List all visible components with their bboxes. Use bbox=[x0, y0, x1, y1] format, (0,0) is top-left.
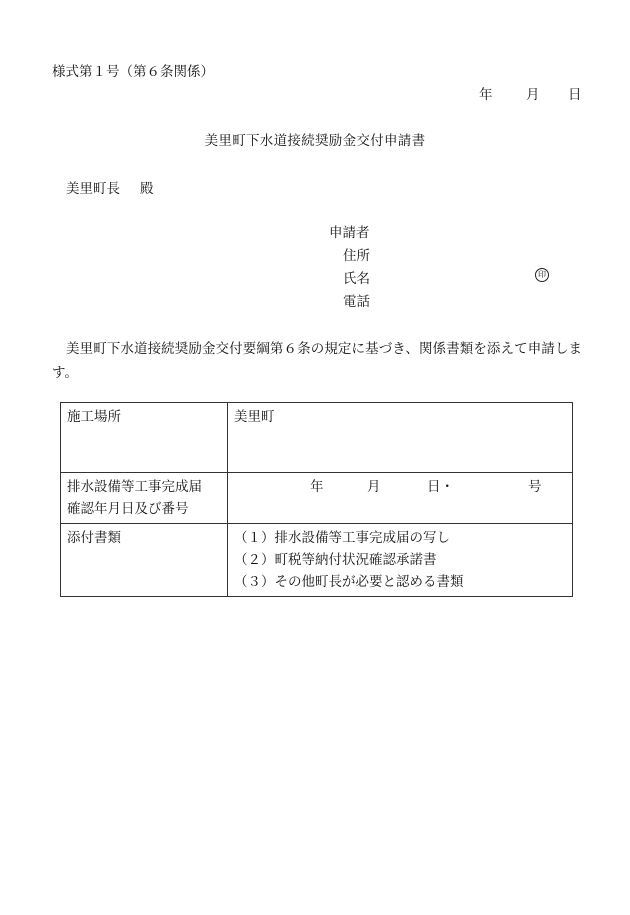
construction-site-label: 施工場所 bbox=[61, 403, 228, 473]
completion-month-label: 月 bbox=[367, 479, 381, 495]
completion-report-label-line1: 排水設備等工事完成届 bbox=[67, 479, 202, 495]
table-row-construction-site bbox=[61, 403, 573, 473]
body-text: 美里町下水道接続奨励金交付要綱第６条の規定に基づき、関係書類を添えて申請します。 bbox=[52, 341, 582, 381]
completion-report-label-line2: 確認年月日及び番号 bbox=[67, 501, 189, 517]
table-row-attachments bbox=[61, 524, 573, 597]
addressee-name: 美里町長 bbox=[66, 181, 120, 197]
address-label: 住所 bbox=[343, 248, 370, 264]
attachment-item: （３）その他町長が必要と認める書類 bbox=[234, 574, 464, 590]
phone-label: 電話 bbox=[343, 294, 370, 310]
date-month-label: 月 bbox=[526, 87, 540, 103]
form-number: 様式第１号（第６条関係） bbox=[52, 64, 214, 80]
info-table bbox=[60, 402, 573, 597]
document-title: 美里町下水道接続奨励金交付申請書 bbox=[204, 133, 426, 149]
completion-number-label: 号 bbox=[528, 479, 542, 495]
date-year-label: 年 bbox=[479, 87, 493, 103]
completion-day-label: 日・ bbox=[427, 479, 454, 495]
construction-site-value: 美里町 bbox=[228, 403, 573, 473]
table-row-completion-report bbox=[61, 473, 573, 524]
completion-year-label: 年 bbox=[310, 479, 324, 495]
applicant-heading: 申請者 bbox=[329, 225, 370, 241]
date-day-label: 日 bbox=[568, 87, 582, 103]
addressee-honorific: 殿 bbox=[140, 181, 154, 197]
seal-icon: 印 bbox=[535, 268, 549, 282]
name-label: 氏名 bbox=[343, 271, 370, 287]
attachment-item: （２）町税等納付状況確認承諾書 bbox=[234, 552, 437, 568]
attachments-list bbox=[228, 524, 573, 597]
attachments-label: 添付書類 bbox=[61, 524, 228, 597]
attachment-item: （１）排水設備等工事完成届の写し bbox=[234, 530, 450, 546]
completion-report-value bbox=[228, 473, 573, 524]
completion-report-label bbox=[61, 473, 228, 524]
